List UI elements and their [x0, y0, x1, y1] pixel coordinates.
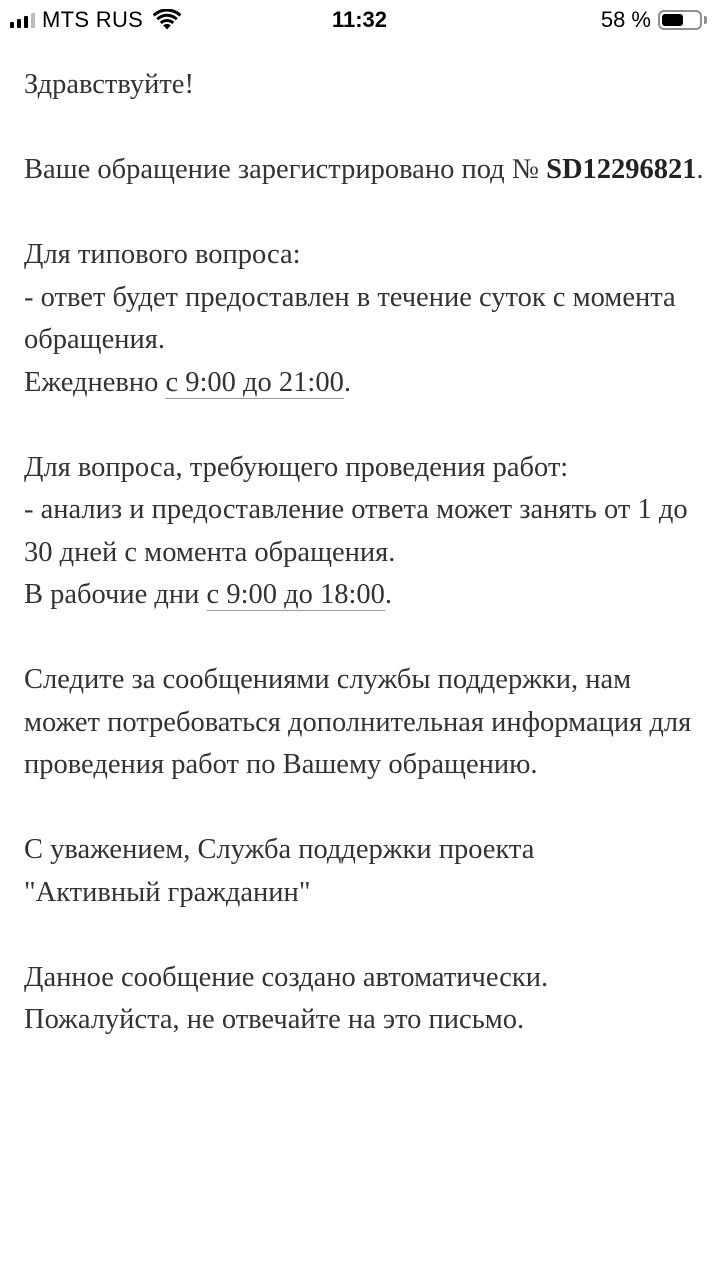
auto-notice-paragraph [24, 957, 704, 1042]
status-bar-right [601, 7, 707, 33]
follow-up-paragraph: Следите за сообщениями службы поддержки, нам может потребоваться дополнительная информация для проведения работ по Вашему обращению. [24, 664, 692, 780]
typical-schedule-link[interactable]: с 9:00 до 21:00 [165, 366, 344, 398]
signature-line-2: "Активный гражданин" [24, 876, 311, 908]
work-schedule-link[interactable]: с 9:00 до 18:00 [206, 579, 385, 610]
auto-notice-line-2: Пожалуйста, не отвечайте на это письмо. [24, 1004, 525, 1035]
registration-paragraph [24, 149, 704, 192]
typical-question-heading: Для типового вопроса: [24, 239, 301, 270]
work-schedule-prefix: В рабочие дни [24, 579, 207, 610]
work-schedule-period: . [384, 579, 393, 610]
ticket-number: SD12296821 [546, 154, 697, 185]
greeting: Здравствуйте! [24, 69, 194, 100]
carrier-name: MTS RUS [42, 7, 144, 32]
typical-question-answer: - ответ будет предоставлен в течение суток с момента обращения. [24, 281, 676, 355]
status-bar-time: 11:32 [331, 7, 388, 32]
work-question-answer: - анализ и предоставление ответа может занять от 1 до 30 дней с момента обращения. [24, 494, 688, 568]
typical-question-paragraph [24, 234, 704, 404]
typical-schedule-prefix: Ежедневно [24, 366, 166, 398]
typical-question-schedule [24, 362, 704, 405]
typical-schedule-period: . [343, 366, 351, 398]
status-bar [0, 0, 719, 40]
battery-cap [704, 16, 707, 24]
signature-line-1: С уважением, Служба поддержки проекта [24, 834, 535, 865]
battery-icon [658, 10, 702, 30]
work-question-schedule [24, 574, 704, 617]
work-question-heading: Для вопроса, требующего проведения работ: [24, 451, 569, 483]
auto-notice-line-1: Данное сообщение создано автоматически. [24, 961, 549, 993]
email-body [24, 64, 704, 1084]
registration-period: . [696, 154, 704, 185]
battery-level-fill [662, 14, 683, 26]
signature-paragraph [24, 829, 704, 914]
registration-text: Ваше обращение зарегистрировано под № [24, 154, 539, 185]
battery-percentage: 58 % [600, 7, 651, 32]
work-question-paragraph [24, 447, 704, 617]
